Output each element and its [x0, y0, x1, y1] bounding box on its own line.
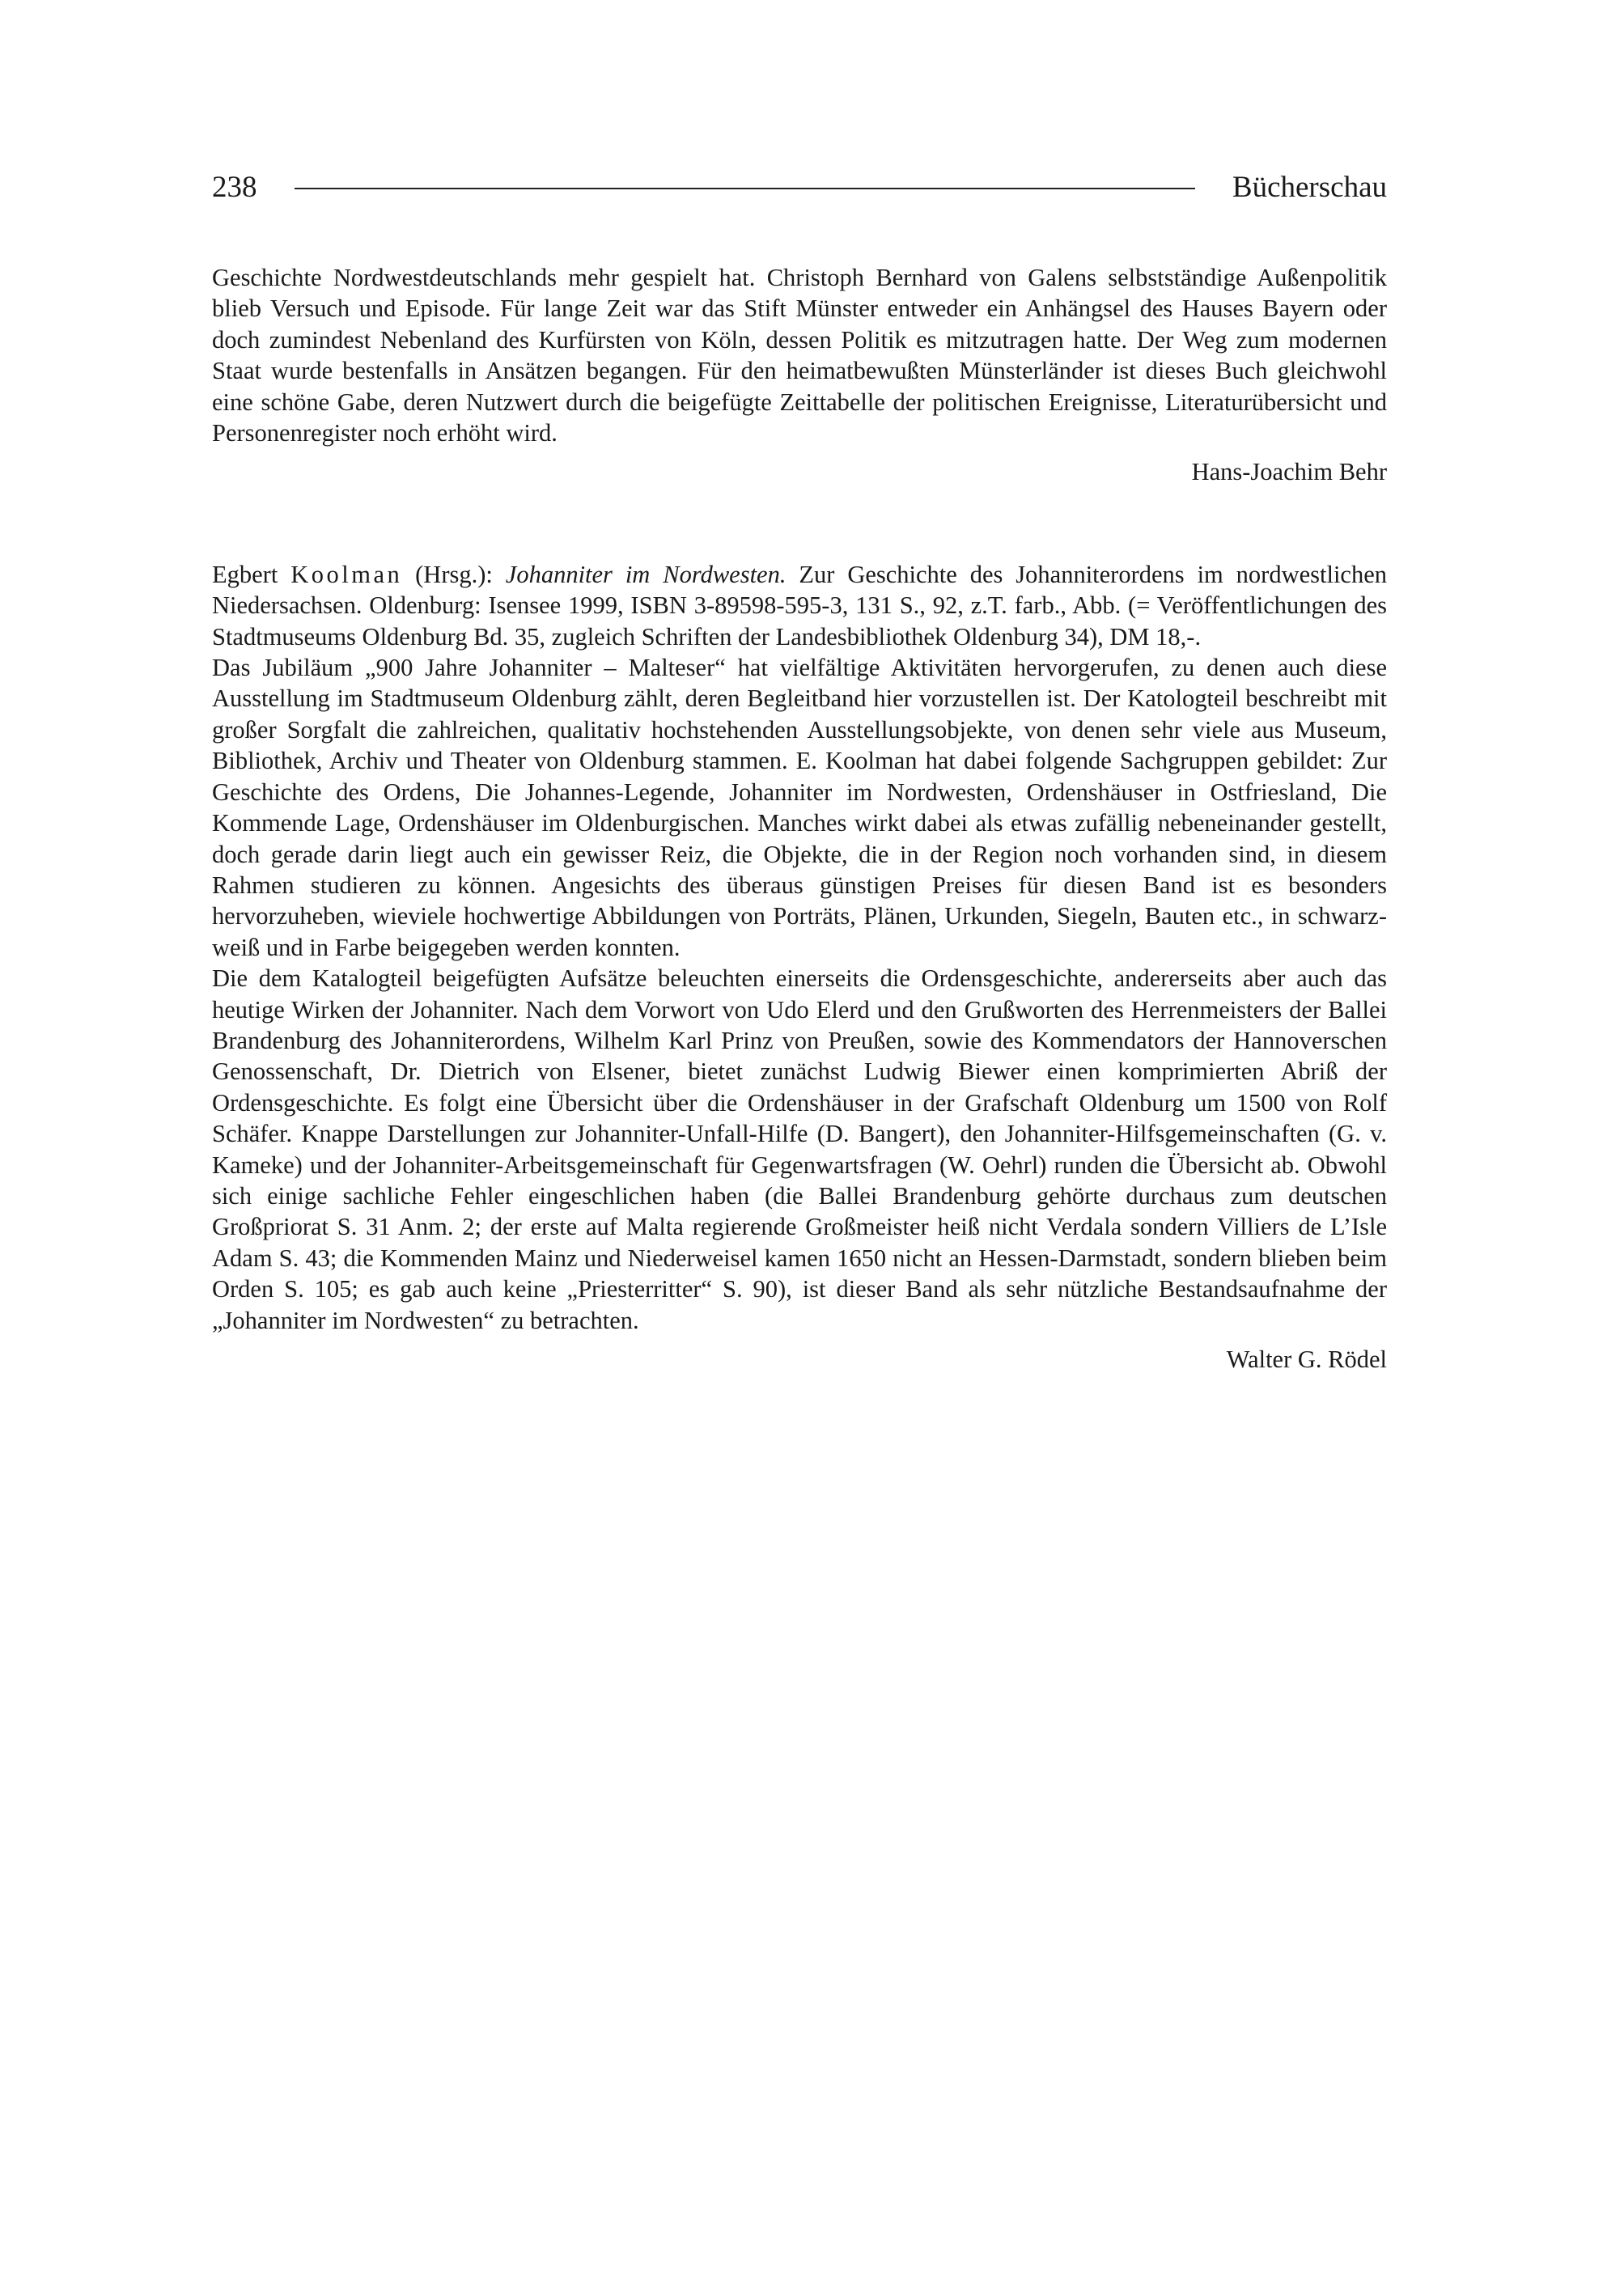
review-2-body [212, 559, 1387, 1336]
reviewer-signature-1: Hans-Joachim Behr [1191, 458, 1387, 486]
page-header [212, 159, 1387, 215]
review-2-paragraph-1: Das Jubiläum „900 Jahre Johanniter – Malteser“ hat vielfältige Aktivitäten hervorgerufen, zu denen auch diese Ausstellung im Stadtmuseum Oldenburg zählt, deren Begleitband hier vorzustellen ist. Der Katologteil beschreibt mit großer Sorgfalt die zahlreichen, qualitativ hochstehenden Ausstellungsobjekte, von denen sehr viele aus Museum, Bibliothek, Archiv und Theater von Oldenburg stammen. E. Koolman hat dabei folgende Sachgruppen gebildet: Zur Geschichte des Ordens, Die Johannes-Legende, Johanniter im Nordwesten, Ordenshäuser in Ostfriesland, Die Kommende Lage, Ordenshäuser im Oldenburgischen. Manches wirkt dabei als etwas zufällig nebeneinander gestellt, doch gerade darin liegt auch ein gewisser Reiz, die Objekte, die in der Region noch vorhanden sind, in diesem Rahmen studieren zu können. Angesichts des überaus günstigen Preises für diesen Band ist es besonders hervorzuheben, wieviele hochwertige Abbildungen von Porträts, Plänen, Urkunden, Siegeln, Bauten etc., in schwarz-weiß und in Farbe beigegeben werden konnten. [212, 654, 1387, 961]
document-page [212, 159, 1387, 1375]
citation-author-first: Egbert [212, 560, 291, 588]
review-johanniter [212, 559, 1387, 1375]
review-continuation [212, 262, 1387, 488]
review-2-paragraph-2: Die dem Katalogteil beigefügten Aufsätze beleuchten einerseits die Ordensgeschichte, andererseits aber auch das heutige Wirken der Johanniter. Nach dem Vorwort von Udo Elerd und den Grußworten des Herrenmeisters der Ballei Brandenburg des Johanniterordens, Wilhelm Karl Prinz von Preußen, sowie des Kommendators der Hannoverschen Genossenschaft, Dr. Dietrich von Elsener, bietet zunächst Ludwig Biewer einen komprimierten Abriß der Ordensgeschichte. Es folgt eine Übersicht über die Ordenshäuser in der Grafschaft Oldenburg um 1500 von Rolf Schäfer. Knappe Darstellungen zur Johanniter-Unfall-Hilfe (D. Bangert), den Johanniter-Hilfsgemeinschaften (G. v. Kameke) und der Johanniter-Arbeitsgemeinschaft für Gegenwartsfragen (W. Oehrl) runden die Übersicht ab. Obwohl sich einige sachliche Fehler eingeschlichen haben (die Ballei Brandenburg gehörte durchaus zum deutschen Großpriorat S. 31 Anm. 2; der erste auf Malta regierende Großmeister heiß nicht Verdala sondern Villiers de L’Isle Adam S. 43; die Kommenden Mainz und Niederweisel kamen 1650 nicht an Hessen-Darmstadt, sondern blieben beim Orden S. 105; es gab auch keine „Priesterritter“ S. 90), ist dieser Band als sehr nützliche Bestandsaufnahme der „Johanniter im Nordwesten“ zu betrachten. [212, 964, 1387, 1334]
review-1-body [212, 262, 1387, 448]
citation-title: Johanniter im Nordwesten. [505, 560, 787, 588]
book-citation [212, 559, 1387, 652]
citation-author-last: Koolman [290, 560, 403, 588]
header-rule [295, 188, 1195, 189]
review-1-paragraph-1: Geschichte Nordwestdeutschlands mehr gespielt hat. Christoph Bernhard von Galens selbstständige Außenpolitik blieb Versuch und Episode. Für lange Zeit war das Stift Münster entweder ein Anhängsel des Hauses Bayern oder doch zumindest Nebenland des Kurfürsten von Köln, dessen Politik es mitzutragen hatte. Der Weg zum modernen Staat wurde bestenfalls in Ansätzen begangen. Für den heimatbewußten Münsterländer ist dieses Buch gleichwohl eine schöne Gabe, deren Nutzwert durch die beigefügte Zeittabelle der politischen Ereignisse, Literaturübersicht und Personenregister noch erhöht wird. [212, 264, 1387, 447]
citation-editor: (Hrsg.): [402, 560, 506, 588]
reviewer-signature-2: Walter G. Rödel [1226, 1346, 1387, 1373]
page-number: 238 [212, 170, 257, 204]
citation-details: Zur Geschichte des Johanniterordens im nordwestlichen Niedersachsen. Oldenburg: Isensee 1999, ISBN 3-89598-595-3, 131 S., 92, z.T. farb., Abb. (= Veröffentlichungen des Stadtmuseums Oldenburg Bd. 35, zugleich Schriften der Landesbibliothek Oldenburg 34), DM 18,-. [212, 560, 1388, 651]
running-title: Bücherschau [1232, 170, 1387, 204]
